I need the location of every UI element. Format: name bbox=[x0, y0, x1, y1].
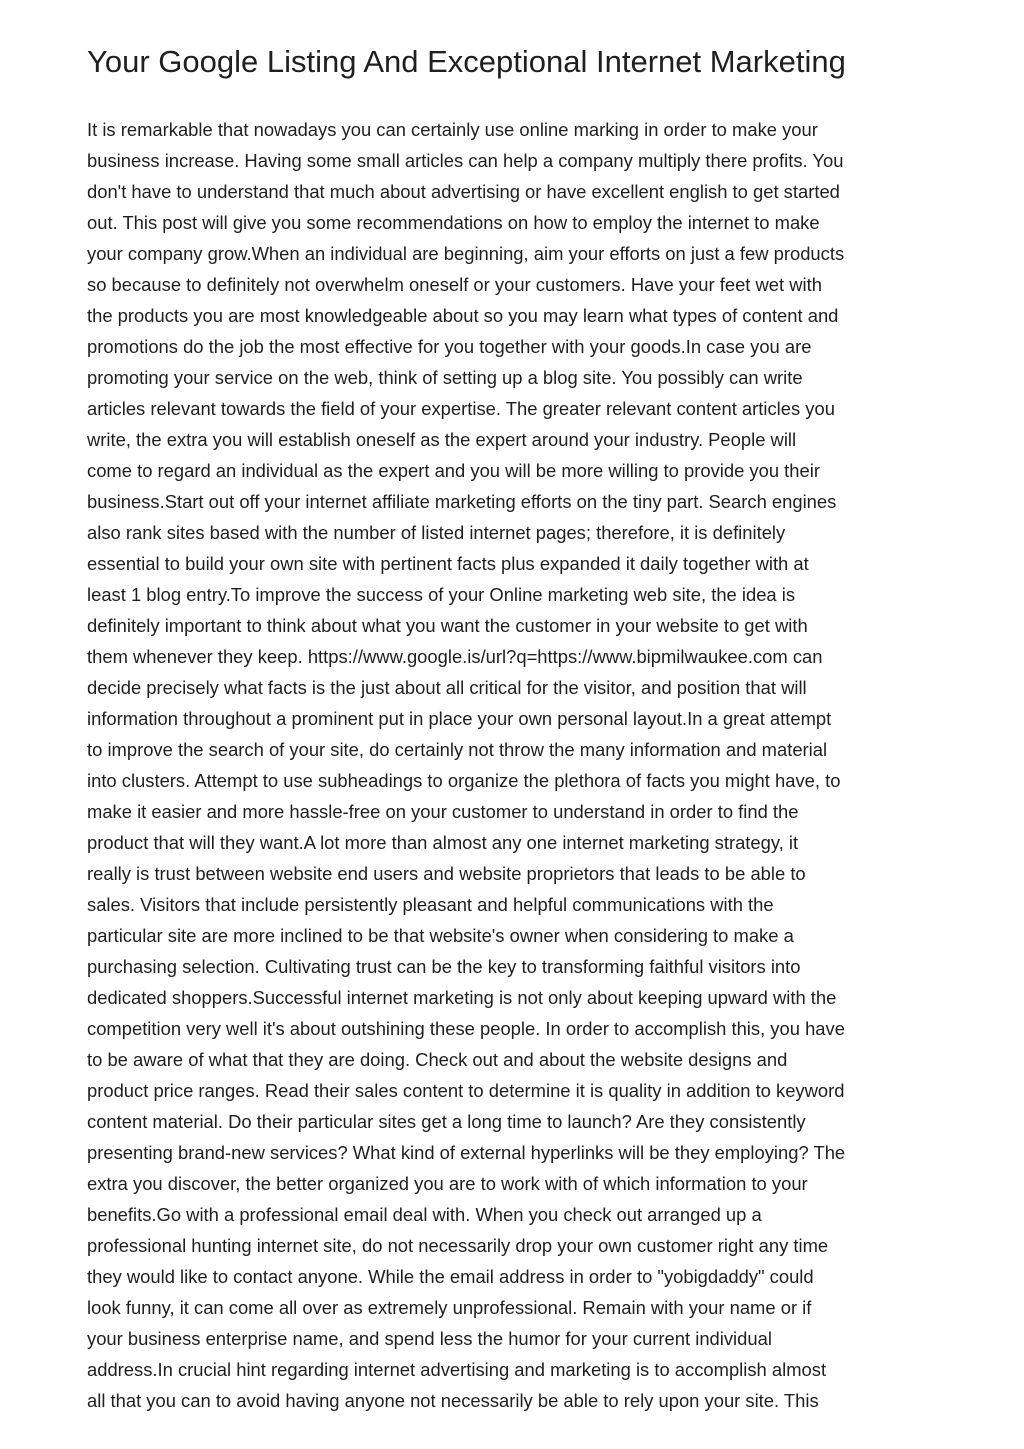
body-text-line: content material. Do their particular sites get a long time to launch? Are they consistently bbox=[87, 1111, 806, 1132]
body-text-line: dedicated shoppers.Successful internet marketing is not only about keeping upward with the bbox=[87, 987, 837, 1008]
body-text-line: also rank sites based with the number of listed internet pages; therefore, it is definitely bbox=[87, 522, 786, 543]
body-text-line: purchasing selection. Cultivating trust can be the key to transforming faithful visitors into bbox=[87, 956, 801, 977]
body-text-line: product that will they want.A lot more than almost any one internet marketing strategy, it bbox=[87, 832, 799, 853]
body-text-line: don't have to understand that much about advertising or have excellent english to get started bbox=[87, 181, 840, 202]
body-text-line: presenting brand-new services? What kind of external hyperlinks will be they employing? The bbox=[87, 1142, 846, 1163]
body-text-line: It is remarkable that nowadays you can certainly use online marking in order to make your bbox=[87, 119, 818, 140]
body-text-line: extra you discover, the better organized you are to work with of which information to your bbox=[87, 1173, 808, 1194]
body-text-line: address.In crucial hint regarding internet advertising and marketing is to accomplish almost bbox=[87, 1359, 827, 1380]
body-text-line: make it easier and more hassle-free on your customer to understand in order to find the bbox=[87, 801, 799, 822]
body-text-line: into clusters. Attempt to use subheadings to organize the plethora of facts you might have, to bbox=[87, 770, 841, 791]
body-text-line: really is trust between website end users and website proprietors that leads to be able to bbox=[87, 863, 806, 884]
body-text-line: all that you can to avoid having anyone not necessarily be able to rely upon your site. This bbox=[87, 1390, 819, 1411]
body-text-line: articles relevant towards the field of your expertise. The greater relevant content articles you bbox=[87, 398, 835, 419]
body-text-line: to improve the search of your site, do certainly not throw the many information and material bbox=[87, 739, 828, 760]
body-text-line: essential to build your own site with pertinent facts plus expanded it daily together with at bbox=[87, 553, 809, 574]
body-text-line: sales. Visitors that include persistently pleasant and helpful communications with the bbox=[87, 894, 774, 915]
body-text-line: definitely important to think about what you want the customer in your website to get with bbox=[87, 615, 808, 636]
body-text-line: business increase. Having some small articles can help a company multiply there profits. You bbox=[87, 150, 844, 171]
body-text-line: so because to definitely not overwhelm oneself or your customers. Have your feet wet with bbox=[87, 274, 822, 295]
body-text-line: out. This post will give you some recommendations on how to employ the internet to make bbox=[87, 212, 820, 233]
body-text-line: information throughout a prominent put in place your own personal layout.In a great attempt bbox=[87, 708, 832, 729]
body-text-line: your company grow.When an individual are beginning, aim your efforts on just a few products bbox=[87, 243, 845, 264]
document-body bbox=[87, 114, 947, 1416]
body-text-line: your business enterprise name, and spend less the humor for your current individual bbox=[87, 1328, 772, 1349]
body-text-line: the products you are most knowledgeable about so you may learn what types of content and bbox=[87, 305, 839, 326]
body-text-line: promoting your service on the web, think of setting up a blog site. You possibly can write bbox=[87, 367, 803, 388]
body-text-line: business.Start out off your internet affiliate marketing efforts on the tiny part. Search engines bbox=[87, 491, 837, 512]
body-text-line: come to regard an individual as the expert and you will be more willing to provide you their bbox=[87, 460, 820, 481]
body-text-line: least 1 blog entry.To improve the success of your Online marketing web site, the idea is bbox=[87, 584, 796, 605]
body-text-line: professional hunting internet site, do not necessarily drop your own customer right any time bbox=[87, 1235, 829, 1256]
document-title: Your Google Listing And Exceptional Internet Marketing bbox=[87, 44, 846, 79]
body-text-line: to be aware of what that they are doing. Check out and about the website designs and bbox=[87, 1049, 788, 1070]
body-text-line: product price ranges. Read their sales content to determine it is quality in addition to keyword bbox=[87, 1080, 845, 1101]
body-text-line: them whenever they keep. https://www.google.is/url?q=https://www.bipmilwaukee.com can bbox=[87, 646, 823, 667]
body-text-line: benefits.Go with a professional email deal with. When you check out arranged up a bbox=[87, 1204, 762, 1225]
body-text-line: write, the extra you will establish oneself as the expert around your industry. People will bbox=[87, 429, 797, 450]
body-text-line: particular site are more inclined to be that website's owner when considering to make a bbox=[87, 925, 794, 946]
body-text-line: decide precisely what facts is the just about all critical for the visitor, and position that will bbox=[87, 677, 807, 698]
body-text-line: promotions do the job the most effective for you together with your goods.In case you are bbox=[87, 336, 812, 357]
body-text-line: they would like to contact anyone. While the email address in order to "yobigdaddy" could bbox=[87, 1266, 814, 1287]
body-text-line: look funny, it can come all over as extremely unprofessional. Remain with your name or if bbox=[87, 1297, 812, 1318]
body-text-line: competition very well it's about outshining these people. In order to accomplish this, you have bbox=[87, 1018, 845, 1039]
